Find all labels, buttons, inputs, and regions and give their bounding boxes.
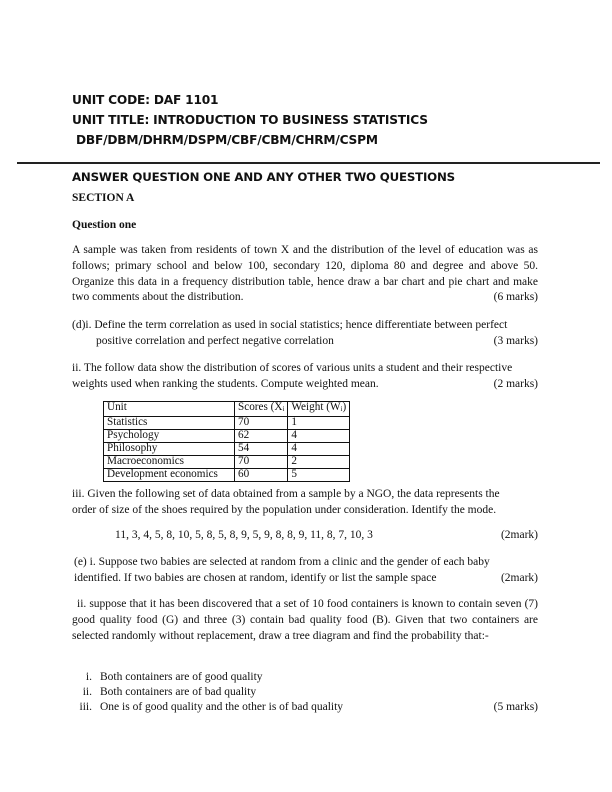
question-e-i-line2: identified. If two babies are chosen at random, identify or list the sample space (2mark) xyxy=(74,571,538,587)
weights-table xyxy=(103,401,350,482)
question-1-marks: (6 marks) xyxy=(493,291,538,303)
unit-title: UNIT TITLE: INTRODUCTION TO BUSINESS STATISTICS xyxy=(72,113,428,127)
question-d-iii-line1: iii. Given the following set of data obtained from a sample by a NGO, the data represents the xyxy=(72,488,500,500)
cell-weight: 5 xyxy=(288,468,350,481)
question-e-ii-text: ii. suppose that it has been discovered that a set of 10 food containers is known to contain seven (7) good quality food (G) and three (3) contain bad quality food (B). Given that two containers are selected randomly without replacement, draw a tree diagram and find the probability that:- xyxy=(72,598,538,642)
question-e-ii-marks: (5 marks) xyxy=(493,701,538,713)
header-divider xyxy=(17,162,600,164)
table-row xyxy=(104,455,350,468)
cell-weight: 4 xyxy=(288,429,350,442)
question-d-ii-marks: (2 marks) xyxy=(493,378,538,390)
cell-unit: Psychology xyxy=(104,429,235,442)
unit-code: UNIT CODE: DAF 1101 xyxy=(72,93,219,107)
question-d-ii-line1: ii. The follow data show the distribution of scores of various units a student and their respective xyxy=(72,362,513,374)
table-row xyxy=(104,442,350,455)
cell-unit: Development economics xyxy=(104,468,235,481)
section-heading: SECTION A xyxy=(72,192,135,204)
question-d-i-line1: (d)i. Define the term correlation as used in social statistics; hence differentiate between perfect xyxy=(72,319,508,331)
question-d-iii-data-line xyxy=(72,528,538,544)
table-header-row xyxy=(104,402,350,417)
question-d-ii-line2: weights used when ranking the students. Compute weighted mean. (2 marks) xyxy=(72,377,538,393)
cell-score: 60 xyxy=(235,468,288,481)
question-title: Question one xyxy=(72,219,137,231)
question-d-iii-marks: (2mark) xyxy=(500,529,538,541)
cell-weight: 4 xyxy=(288,442,350,455)
cell-score: 70 xyxy=(235,416,288,429)
cell-weight: 1 xyxy=(288,416,350,429)
question-e-i-marks: (2mark) xyxy=(500,572,538,584)
table-row xyxy=(104,416,350,429)
question-1-text: A sample was taken from residents of town X and the distribution of the level of education was as follows; primary school and below 100, secondary 120, diploma 80 and degree and above 50. Organize this data in a frequency distribution table, hence draw a bar chart and pie chart and make two comments about the distribution. xyxy=(72,244,538,304)
header-scores: Scores ($X_i$ xyxy=(235,402,288,417)
programmes: DBF/DBM/DHRM/DSPM/CBF/CBM/CHRM/CSPM xyxy=(76,133,378,147)
question-e-i-line1: (e) i. Suppose two babies are selected at random from a clinic and the gender of each baby xyxy=(74,556,490,568)
table-row xyxy=(104,429,350,442)
cell-score: 54 xyxy=(235,442,288,455)
cell-weight: 2 xyxy=(288,455,350,468)
shoe-size-data: 11, 3, 4, 5, 8, 10, 5, 8, 5, 8, 9, 5, 9, 8, 8, 9, 11, 8, 7, 10, 3 xyxy=(115,529,373,541)
question-d-iii-line2: order of size of the shoes required by the population under consideration. Identify the mode. xyxy=(72,504,497,516)
cell-unit: Philosophy xyxy=(104,442,235,455)
table-row xyxy=(104,468,350,481)
cell-unit: Macroeconomics xyxy=(104,455,235,468)
question-d-i-line2: positive correlation and perfect negative correlation (3 marks) xyxy=(72,334,538,350)
cell-unit: Statistics xyxy=(104,416,235,429)
cell-score: 70 xyxy=(235,455,288,468)
instructions: ANSWER QUESTION ONE AND ANY OTHER TWO QUESTIONS xyxy=(72,170,455,184)
header-unit: Unit xyxy=(104,402,235,417)
question-d-i-marks: (3 marks) xyxy=(493,335,538,347)
header-weight: Weight $(W_i)$ xyxy=(288,402,350,417)
cell-score: 62 xyxy=(235,429,288,442)
